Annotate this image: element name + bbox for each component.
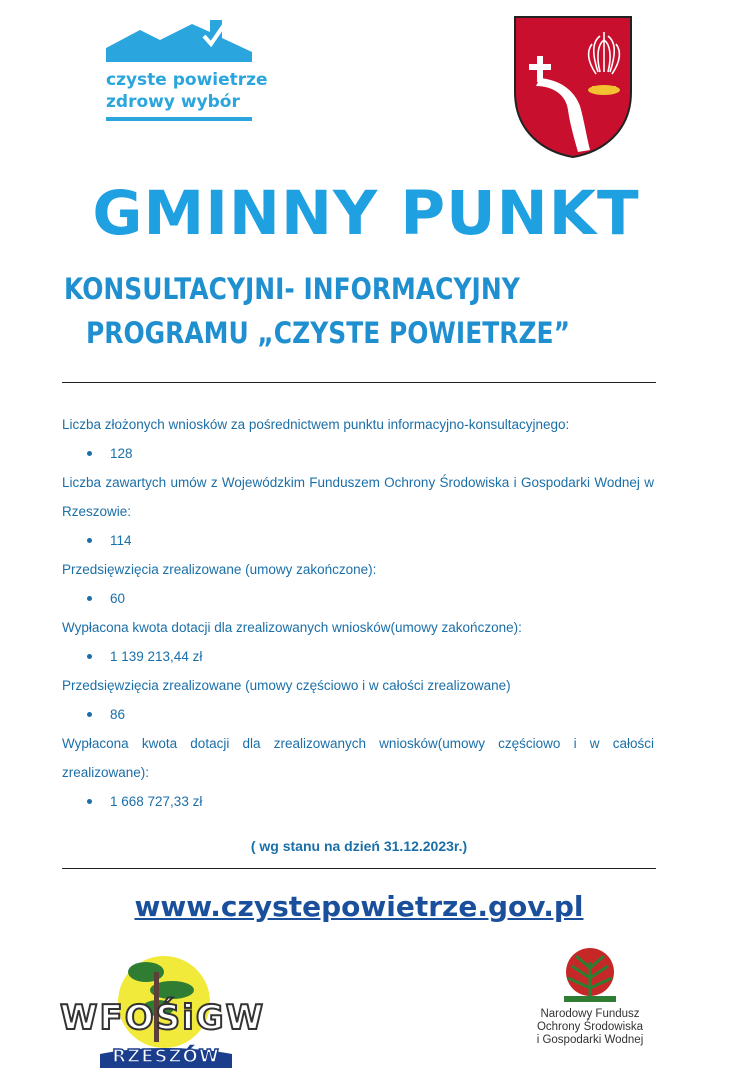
stat-value-partial: 86 [110, 707, 126, 722]
stat-item-contracts [62, 526, 654, 555]
stat-label-paid-partial: Wypłacona kwota dotacji dla zrealizowanych wniosków(umowy częściowo i w całości zrealizowane): [62, 736, 654, 780]
bullet-icon [87, 596, 92, 601]
wfosigw-city: RZESZÓW [112, 1046, 220, 1067]
stat-value-contracts: 114 [110, 533, 132, 548]
stat-item-paid-partial [62, 787, 654, 816]
nfosigw-text-line1: Narodowy Fundusz [540, 1008, 640, 1020]
bullet-icon [87, 712, 92, 717]
bottom-divider [62, 868, 656, 869]
statistics-list [62, 410, 654, 816]
bullet-icon [87, 654, 92, 659]
coat-of-arms [512, 14, 634, 160]
nfosigw-text [520, 1008, 660, 1047]
stat-item-partial [62, 700, 654, 729]
stat-item-applications [62, 439, 654, 468]
stat-value-paid-completed: 1 139 213,44 zł [110, 649, 203, 664]
stat-label-completed: Przedsięwzięcia zrealizowane (umowy zakończone): [62, 562, 377, 577]
stat-label-contracts-text: Liczba zawartych umów z Wojewódzkim Funduszem Ochrony Środowiska i Gospodarki Wodnej w Rzeszowie: [62, 475, 654, 519]
top-divider [62, 382, 656, 383]
stat-item-completed [62, 584, 654, 613]
house-roof-icon [100, 16, 260, 72]
nfosigw-logo [520, 946, 670, 1066]
page-title: GMINNY PUNKT [92, 178, 640, 249]
logo-text-line2: zdrowy wybór [106, 92, 240, 112]
stat-label-paid-completed: Wypłacona kwota dotacji dla zrealizowanych wniosków(umowy zakończone): [62, 620, 522, 635]
wfosigw-letters: WFOŚiGW [60, 998, 266, 1038]
stat-label-applications: Liczba złożonych wniosków za pośrednictwem punktu informacyjno-konsultacyjnego: [62, 417, 570, 432]
bullet-icon [87, 538, 92, 543]
bullet-icon [87, 451, 92, 456]
stat-item-paid-completed [62, 642, 654, 671]
subtitle-line1: KONSULTACYJNI- INFORMACYJNY [64, 272, 520, 306]
subtitle-line2: PROGRAMU „CZYSTE POWIETRZE” [86, 316, 570, 350]
wfosigw-logo [60, 950, 266, 1074]
stat-value-completed: 60 [110, 591, 126, 606]
czyste-powietrze-logo [100, 16, 268, 128]
nfosigw-text-line2: Ochrony Środowiska [536, 1021, 644, 1033]
website-link[interactable]: www.czystepowietrze.gov.pl [134, 890, 584, 923]
date-note: ( wg stanu na dzień 31.12.2023r.) [250, 838, 468, 854]
bullet-icon [87, 799, 92, 804]
logo-text-line1: czyste powietrze [106, 70, 268, 90]
logo-underline [106, 117, 252, 121]
stat-value-applications: 128 [110, 446, 133, 461]
stat-label-contracts [62, 468, 654, 526]
nfosigw-text-line3: i Gospodarki Wodnej [536, 1034, 644, 1046]
stat-label-partial: Przedsięwzięcia zrealizowane (umowy częściowo i w całości zrealizowane) [62, 678, 511, 693]
stat-value-paid-partial: 1 668 727,33 zł [110, 794, 203, 809]
